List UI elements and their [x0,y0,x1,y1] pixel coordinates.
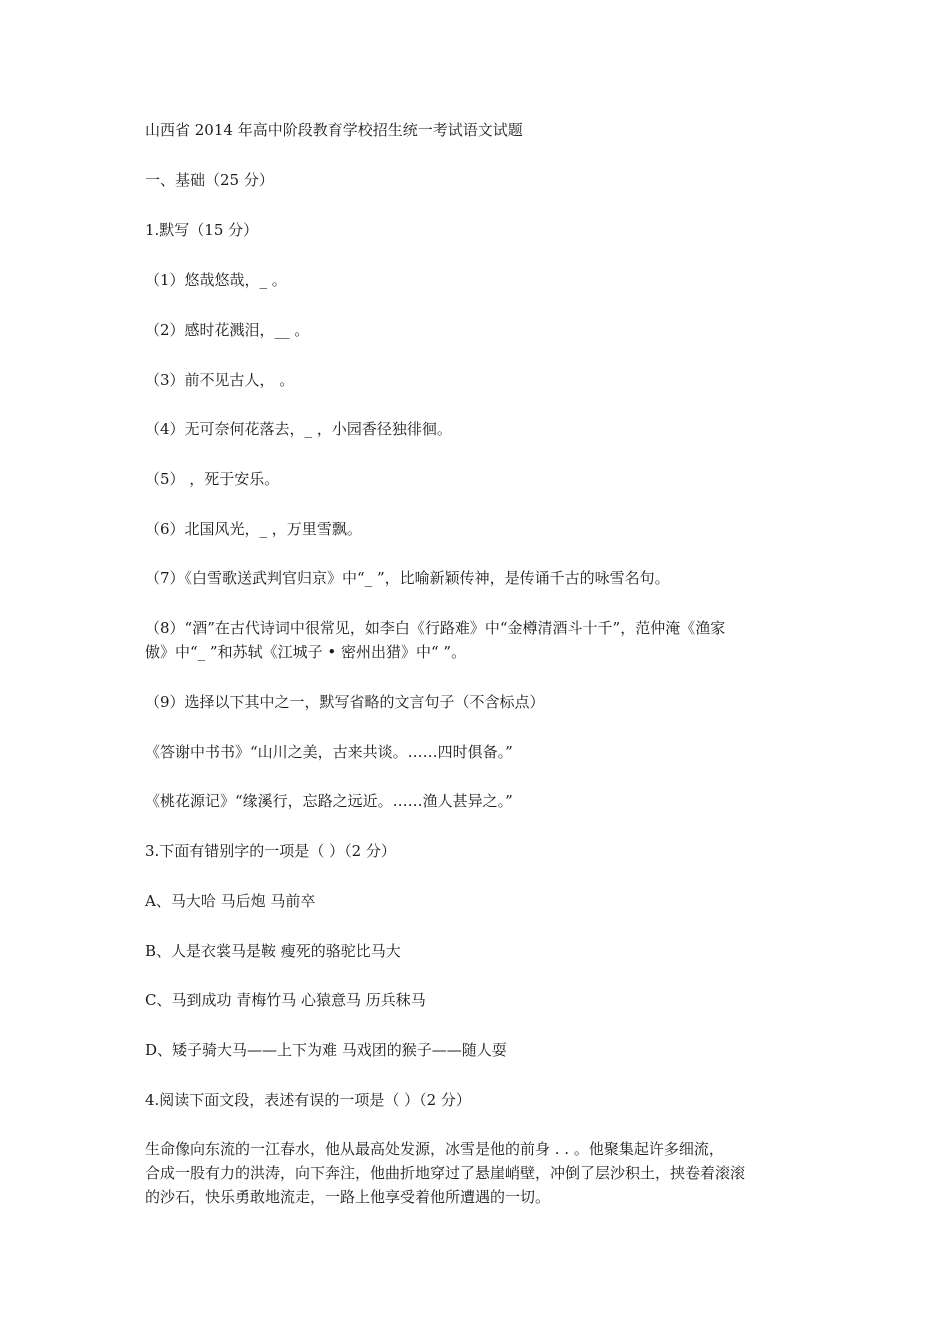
question-1-item-9: （9）选择以下其中之一，默写省略的文言句子（不含标点） [145,693,545,711]
paragraph-line: 生命像向东流的一江春水，他从最高处发源，冰雪是他的前身 . . 。他聚集起许多细流， [145,1140,724,1158]
question-3-heading: 3.下面有错别字的一项是（ ）（2 分） [145,842,396,860]
question-3-option-b: B、人是衣裳马是鞍 瘦死的骆驼比马大 [145,942,401,960]
question-3-option-d: D、矮子骑大马——上下为难 马戏团的猴子——随人耍 [145,1041,507,1059]
question-1-item: （5） ，死于安乐。 [145,470,280,488]
section-heading-basics: 一、基础（25 分） [145,171,274,189]
paragraph-line: 傲》中“_ ”和苏轼《江城子 • 密州出猎》中“ ”。 [145,643,467,661]
question-1-item: （4）无可奈何花落去，_ ，小园香径独徘徊。 [145,420,452,438]
paragraph-line: 的沙石，快乐勇敢地流走，一路上他享受着他所遭遇的一切。 [145,1188,551,1206]
question-4-passage [145,1137,815,1209]
question-1-item: （7）《白雪歌送武判官归京》中“_ ”，比喻新颖传神，是传诵千古的咏雪名句。 [145,569,670,587]
question-1-item: （6）北国风光，_ ，万里雪飘。 [145,520,362,538]
question-1-item-8 [145,616,815,664]
question-1-item: （3）前不见古人， 。 [145,371,295,389]
question-1-item: （2）感时花溅泪，__ 。 [145,321,310,339]
question-1-item-9-option: 《桃花源记》“缘溪行，忘路之远近。……渔人甚异之。” [145,792,513,810]
paragraph-line: （8）“酒”在古代诗词中很常见，如李白《行路难》中“金樽清酒斗十千”，范仲淹《渔家 [145,619,726,637]
question-3-option-a: A、马大哈 马后炮 马前卒 [145,892,316,910]
question-3-option-c: C、马到成功 青梅竹马 心猿意马 历兵秣马 [145,991,426,1009]
document-title: 山西省 2014 年高中阶段教育学校招生统一考试语文试题 [145,121,523,139]
question-4-heading: 4.阅读下面文段，表述有误的一项是（ ）（2 分） [145,1091,471,1109]
question-1-heading: 1.默写（15 分） [145,221,259,239]
question-1-item: （1）悠哉悠哉，_ 。 [145,271,287,289]
question-1-item-9-option: 《答谢中书书》“山川之美，古来共谈。……四时俱备。” [145,743,513,761]
paragraph-line: 合成一股有力的洪涛，向下奔注，他曲折地穿过了悬崖峭壁，冲倒了层沙积土，挟卷着滚滚 [145,1164,746,1182]
